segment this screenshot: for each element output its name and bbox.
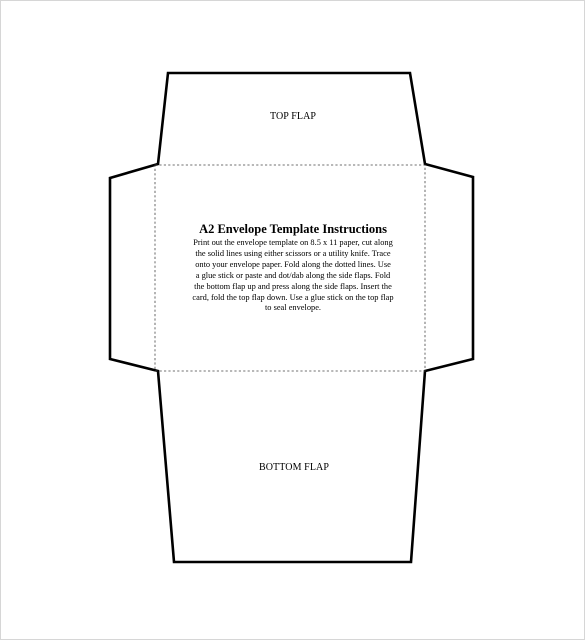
top-flap-label: TOP FLAP — [269, 111, 317, 122]
bottom-flap-label: BOTTOM FLAP — [258, 462, 330, 473]
instructions-title: A2 Envelope Template Instructions — [199, 222, 387, 236]
instructions-line: to seal envelope. — [264, 303, 322, 313]
instructions-line: card, fold the top flap down. Use a glue stick on the top flap — [192, 292, 394, 302]
instructions-line: a glue stick or paste and dot/dab along the side flaps. Fold — [195, 270, 391, 280]
instructions-line: Print out the envelope template on 8.5 x 11 paper, cut along — [193, 238, 393, 247]
envelope-cut-outline — [110, 73, 473, 562]
instructions-body — [170, 238, 416, 314]
instructions-line: the solid lines using either scissors or a utility knife. Trace — [195, 248, 391, 258]
instructions-line: onto your envelope paper. Fold along the dotted lines. Use — [195, 259, 391, 269]
instructions-line: the bottom flap up and press along the side flaps. Insert the — [194, 281, 392, 291]
instructions-block — [170, 222, 416, 314]
